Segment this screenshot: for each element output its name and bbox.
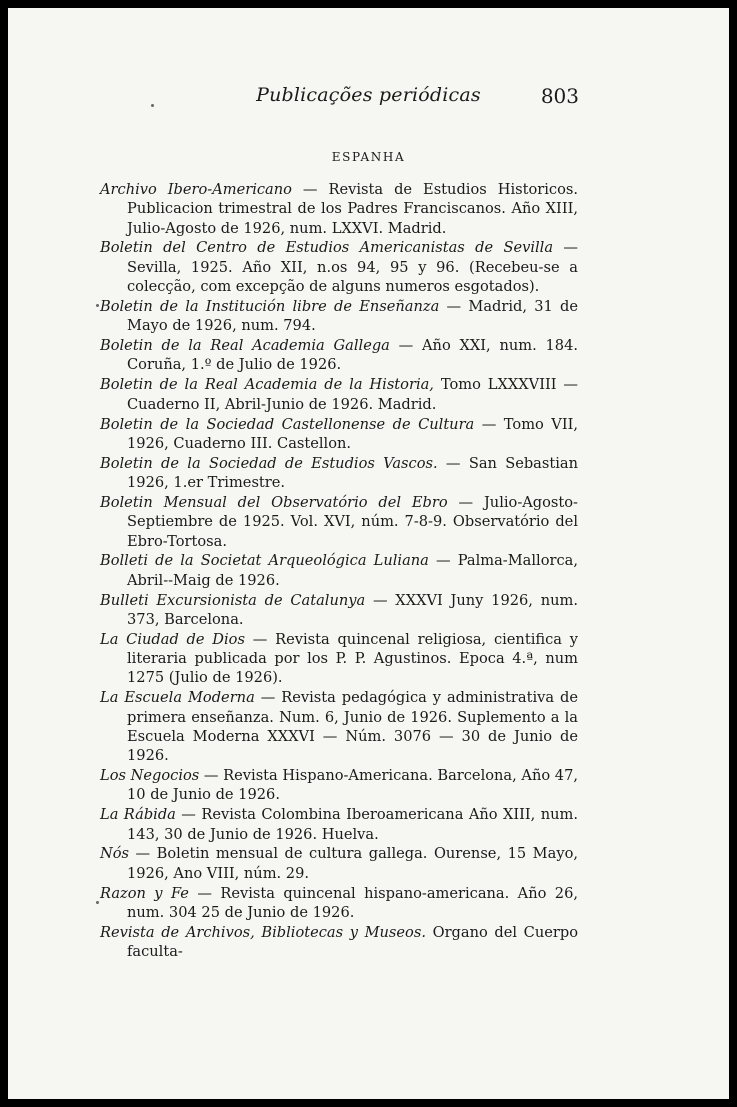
print-speck: [96, 304, 99, 307]
periodical-title: Boletin de la Sociedad de Estudios Vascos.: [100, 454, 438, 472]
print-speck: [151, 104, 154, 107]
list-item: [100, 591, 578, 630]
periodical-details: — Revista pedagógica y administrativa de primera enseñanza. Num. 6, Junio de 1926. Suplemento a la Escuela Moderna XXXVI — Núm. 3076 — 30 de Junio de 1926.: [127, 689, 578, 765]
periodical-title: La Escuela Moderna: [100, 689, 255, 707]
periodical-title: Nós: [100, 845, 130, 863]
periodical-details: — Revista Colombina Iberoamericana Año XIII, num. 143, 30 de Junio de 1926. Huelva.: [127, 806, 578, 843]
running-head: [8, 84, 729, 114]
periodical-title: Los Negocios: [100, 767, 200, 785]
periodical-details: — Palma-Mallorca, Abril--Maig de 1926.: [127, 552, 578, 589]
periodical-details: — Año XXI, num. 184. Coruña, 1.º de Julio de 1926.: [127, 337, 578, 374]
list-item: [100, 375, 578, 414]
book-page: [8, 8, 729, 1099]
periodical-details: — Revista de Estudios Historicos. Publicacion trimestral de los Padres Franciscanos. Año XIII, Julio-Agosto de 1926, num. LXXVI. Madrid.: [127, 181, 578, 237]
periodical-title: Boletin del Centro de Estudios Americanistas de Sevilla: [100, 239, 554, 257]
list-item: [100, 805, 578, 844]
periodical-details: — Madrid, 31 de Mayo de 1926, num. 794.: [127, 297, 578, 335]
periodical-title: Bolleti de la Societat Arqueológica Luliana: [100, 552, 429, 570]
periodical-details: — Revista quincenal hispano-americana. Año 26, num. 304 25 de Junio de 1926.: [127, 884, 578, 921]
list-item: [100, 454, 578, 493]
periodical-title: La Rábida: [100, 806, 176, 824]
periodical-details: — Boletin mensual de cultura gallega. Ourense, 15 Mayo, 1926, Ano VIII, núm. 29.: [127, 845, 578, 882]
list-item: [100, 493, 578, 551]
periodicals-list: [100, 180, 578, 962]
print-speck: [96, 901, 99, 904]
list-item: [100, 180, 578, 238]
list-item: [100, 297, 578, 336]
periodical-title: Boletin de la Institución libre de Enseñanza: [100, 297, 440, 315]
periodical-details: — Sevilla, 1925. Año XII, n.os 94, 95 y 96. (Recebeu-se a colecção, com excepção de alguns numeros esgotados).: [127, 239, 578, 296]
periodical-title: Razon y Fe: [100, 884, 189, 902]
list-item: [100, 688, 578, 765]
list-item: [100, 923, 578, 962]
page-number: 803: [540, 84, 579, 108]
list-item: [100, 336, 578, 375]
periodical-details: Organo del Cuerpo faculta-: [127, 923, 578, 961]
periodical-title: Archivo Ibero-Americano: [100, 181, 292, 198]
periodical-details: — XXXVI Juny 1926, num. 373, Barcelona.: [127, 591, 578, 628]
list-item: [100, 238, 578, 296]
periodical-details: — San Sebastian 1926, 1.er Trimestre.: [127, 454, 579, 492]
periodical-details: — Julio-Agosto-Septiembre de 1925. Vol. XVI, núm. 7-8-9. Observatório del Ebro-Tortosa.: [127, 493, 578, 550]
periodical-title: Boletin de la Real Academia de la Historia,: [100, 376, 434, 394]
periodical-details: — Tomo VII, 1926, Cuaderno III. Castellon.: [127, 415, 578, 452]
list-item: [100, 884, 578, 923]
running-title: Publicações periódicas: [256, 84, 481, 106]
periodical-details: — Revista Hispano-Americana. Barcelona, Año 47, 10 de Junio de 1926.: [127, 767, 578, 804]
periodical-title: Boletin de la Real Academia Gallega: [100, 337, 390, 355]
list-item: [100, 415, 578, 454]
periodical-title: Bulleti Excursionista de Catalunya: [100, 591, 366, 609]
periodical-title: La Ciudad de Dios: [100, 630, 245, 648]
periodical-details: — Revista quincenal religiosa, cientifica y literaria publicada por los P. P. Agustinos. Epoca 4.ª, num 1275 (Julio de 1926).: [127, 630, 578, 687]
periodical-title: Boletin Mensual del Observatório del Ebro: [100, 493, 448, 511]
periodical-title: Boletin de la Sociedad Castellonense de Cultura: [100, 415, 475, 433]
list-item: [100, 630, 578, 688]
list-item: [100, 766, 578, 805]
periodical-title: Revista de Archivos, Bibliotecas y Museos.: [100, 923, 426, 941]
list-item: [100, 844, 578, 883]
list-item: [100, 551, 578, 590]
section-heading: ESPANHA: [331, 150, 406, 164]
periodical-details: Tomo LXXXVIII — Cuaderno II, Abril-Junio de 1926. Madrid.: [127, 376, 578, 413]
